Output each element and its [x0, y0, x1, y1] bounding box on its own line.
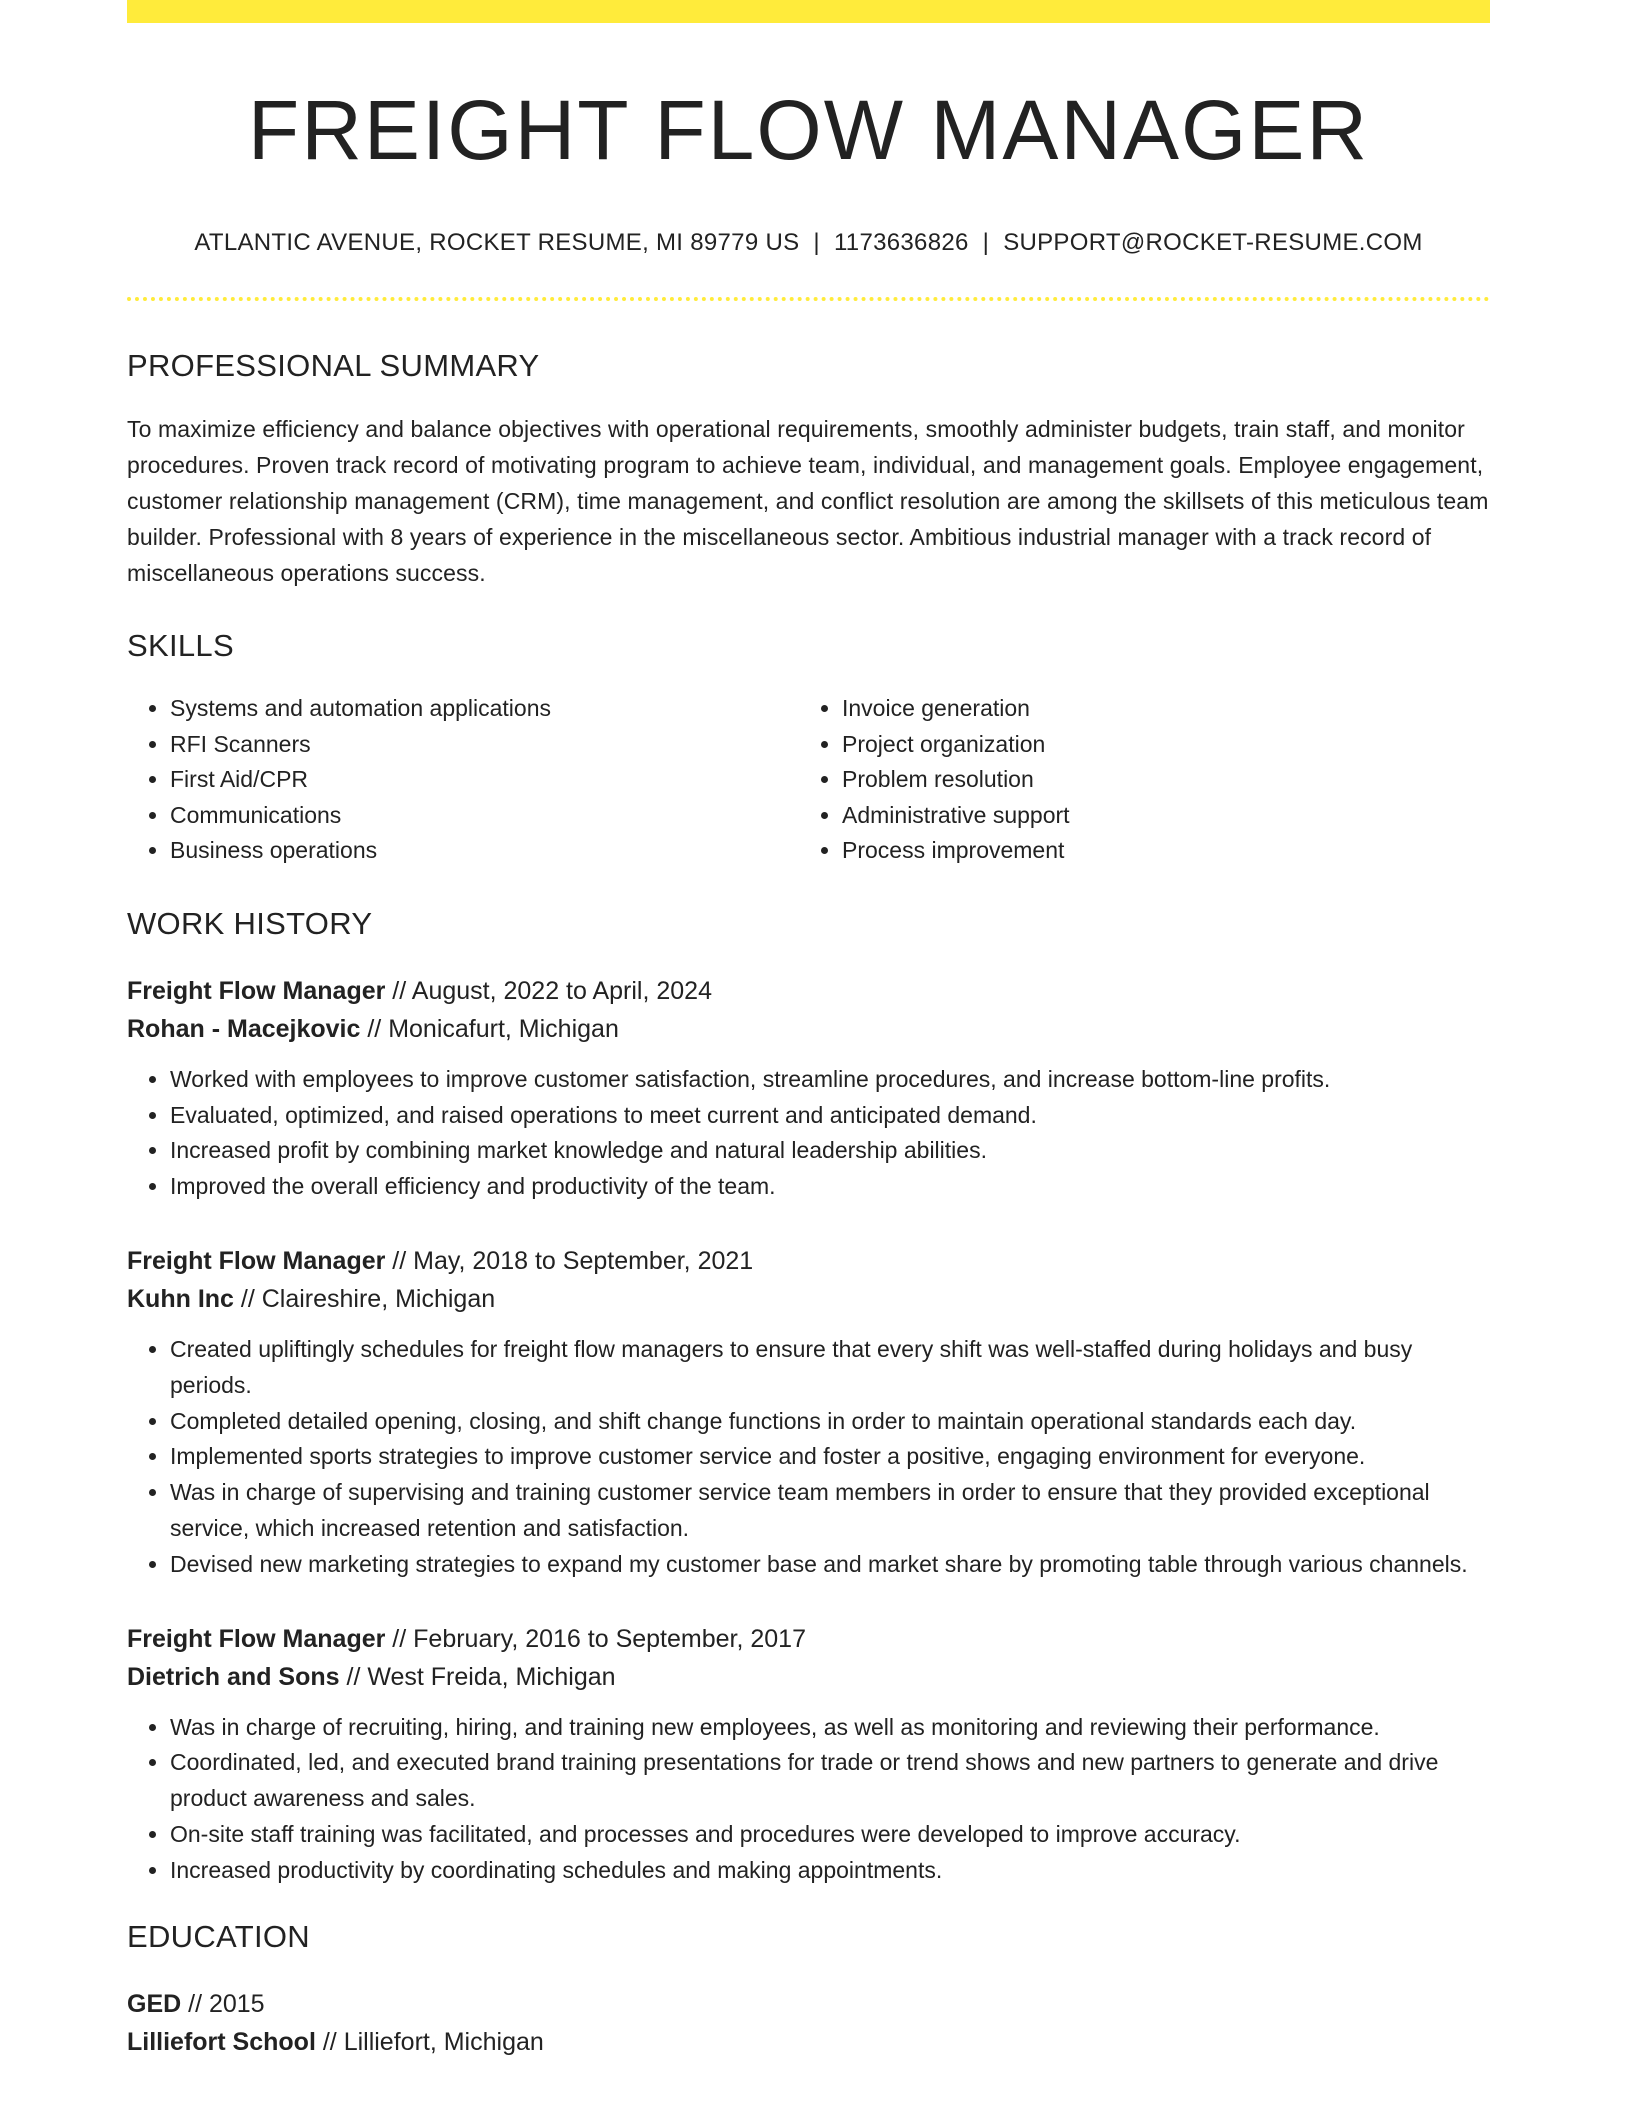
job-location: // Monicafurt, Michigan [360, 1014, 619, 1043]
header-divider [127, 297, 1490, 301]
job-bullet: • Completed detailed opening, closing, and shift change functions in order to maintain operational standards each day. [170, 1404, 1490, 1440]
job-title-line [127, 972, 1490, 1010]
skills-column-right [799, 691, 1471, 869]
job-title-line [127, 1242, 1490, 1280]
work-history-heading: WORK HISTORY [127, 905, 373, 941]
job-role: Freight Flow Manager [127, 1247, 386, 1276]
job-location: // Claireshire, Michigan [233, 1285, 496, 1314]
job-entry [127, 1620, 1490, 1889]
skill-item: • Invoice generation [842, 691, 1471, 727]
skill-item: • Administrative support [842, 798, 1471, 834]
skill-item: • Problem resolution [842, 762, 1471, 798]
job-bullet: • Devised new marketing strategies to expand my customer base and market share by promoting table through various channels. [170, 1547, 1490, 1583]
resume-title: FREIGHT FLOW MANAGER [247, 83, 1370, 177]
education-entry [127, 1985, 1490, 2061]
contact-separator: | [982, 229, 990, 257]
job-bullets [127, 1332, 1490, 1583]
job-bullet: • Increased profit by combining market knowledge and natural leadership abilities. [170, 1133, 1490, 1169]
contact-phone: 1173636826 [833, 229, 969, 257]
job-company: Kuhn Inc [127, 1285, 234, 1314]
job-company-line [127, 1010, 1490, 1048]
education-degree-line [127, 1985, 1490, 2023]
job-company: Dietrich and Sons [127, 1662, 340, 1691]
job-entry [127, 1242, 1490, 1583]
job-bullet: • Was in charge of recruiting, hiring, and training new employees, as well as monitoring and reviewing their performance. [170, 1710, 1490, 1746]
job-bullet: • Was in charge of supervising and training customer service team members in order to ensure that they provided exceptional service, which increased retention and satisfaction. [170, 1475, 1490, 1547]
contact-address: ATLANTIC AVENUE, ROCKET RESUME, MI 89779 US [194, 229, 800, 257]
job-company: Rohan - Macejkovic [127, 1014, 361, 1043]
skill-item: • First Aid/CPR [170, 762, 799, 798]
job-company-line [127, 1658, 1490, 1696]
job-bullet: • Increased productivity by coordinating schedules and making appointments. [170, 1853, 1490, 1889]
job-bullet: • Worked with employees to improve customer satisfaction, streamline procedures, and increase bottom-line profits. [170, 1062, 1490, 1098]
accent-top-bar [127, 0, 1490, 23]
skill-item: • Business operations [170, 833, 799, 869]
education-heading: EDUCATION [127, 1918, 310, 1954]
education-school: Lilliefort School [127, 2027, 316, 2056]
job-title-line [127, 1620, 1490, 1658]
job-role: Freight Flow Manager [127, 976, 386, 1005]
job-location: // West Freida, Michigan [339, 1662, 616, 1691]
job-bullets [127, 1710, 1490, 1889]
skill-item: • RFI Scanners [170, 727, 799, 763]
education-degree: GED [127, 1989, 182, 2018]
summary-text: To maximize efficiency and balance objectives with operational requirements, smoothly administer budgets, train staff, and monitor procedures. Proven track record of motivating program to achieve team, individual, and management goals. Employee engagement, customer relationship management (CRM), time management, and conflict resolution are among the skillsets of this meticulous team builder. Professional with 8 years of experience in the miscellaneous sector. Ambitious industrial manager with a track record of miscellaneous operations success. [127, 416, 1489, 587]
education-year: // 2015 [181, 1989, 265, 2018]
job-dates: // August, 2022 to April, 2024 [385, 976, 712, 1005]
skill-item: • Process improvement [842, 833, 1471, 869]
job-role: Freight Flow Manager [127, 1624, 386, 1653]
job-bullet: • Improved the overall efficiency and productivity of the team. [170, 1169, 1490, 1205]
skills-column-left [127, 691, 799, 869]
job-bullet: • Created upliftingly schedules for freight flow managers to ensure that every shift was well-staffed during holidays and busy periods. [170, 1332, 1490, 1404]
contact-line [127, 229, 1490, 257]
job-bullet: • Implemented sports strategies to improve customer service and foster a positive, engaging environment for everyone. [170, 1439, 1490, 1475]
skills-list [127, 691, 1490, 869]
job-dates: // February, 2016 to September, 2017 [385, 1624, 806, 1653]
education-location: // Lilliefort, Michigan [315, 2027, 544, 2056]
contact-separator: | [813, 229, 820, 257]
skills-heading: SKILLS [127, 628, 234, 664]
skill-item: • Communications [170, 798, 799, 834]
job-bullet: • Coordinated, led, and executed brand training presentations for trade or trend shows and new partners to generate and drive product awareness and sales. [170, 1745, 1490, 1817]
resume-page [127, 0, 1490, 2061]
education-school-line [127, 2023, 1490, 2061]
job-entry [127, 972, 1490, 1205]
job-bullet: • On-site staff training was facilitated, and processes and procedures were developed to improve accuracy. [170, 1817, 1490, 1853]
contact-email: SUPPORT@ROCKET-RESUME.COM [1003, 229, 1423, 257]
summary-heading: PROFESSIONAL SUMMARY [127, 348, 540, 384]
job-bullets [127, 1062, 1490, 1205]
job-bullet: • Evaluated, optimized, and raised operations to meet current and anticipated demand. [170, 1098, 1490, 1134]
job-dates: // May, 2018 to September, 2021 [385, 1247, 754, 1276]
job-company-line [127, 1280, 1490, 1318]
skill-item: • Systems and automation applications [170, 691, 799, 727]
skill-item: • Project organization [842, 727, 1471, 763]
